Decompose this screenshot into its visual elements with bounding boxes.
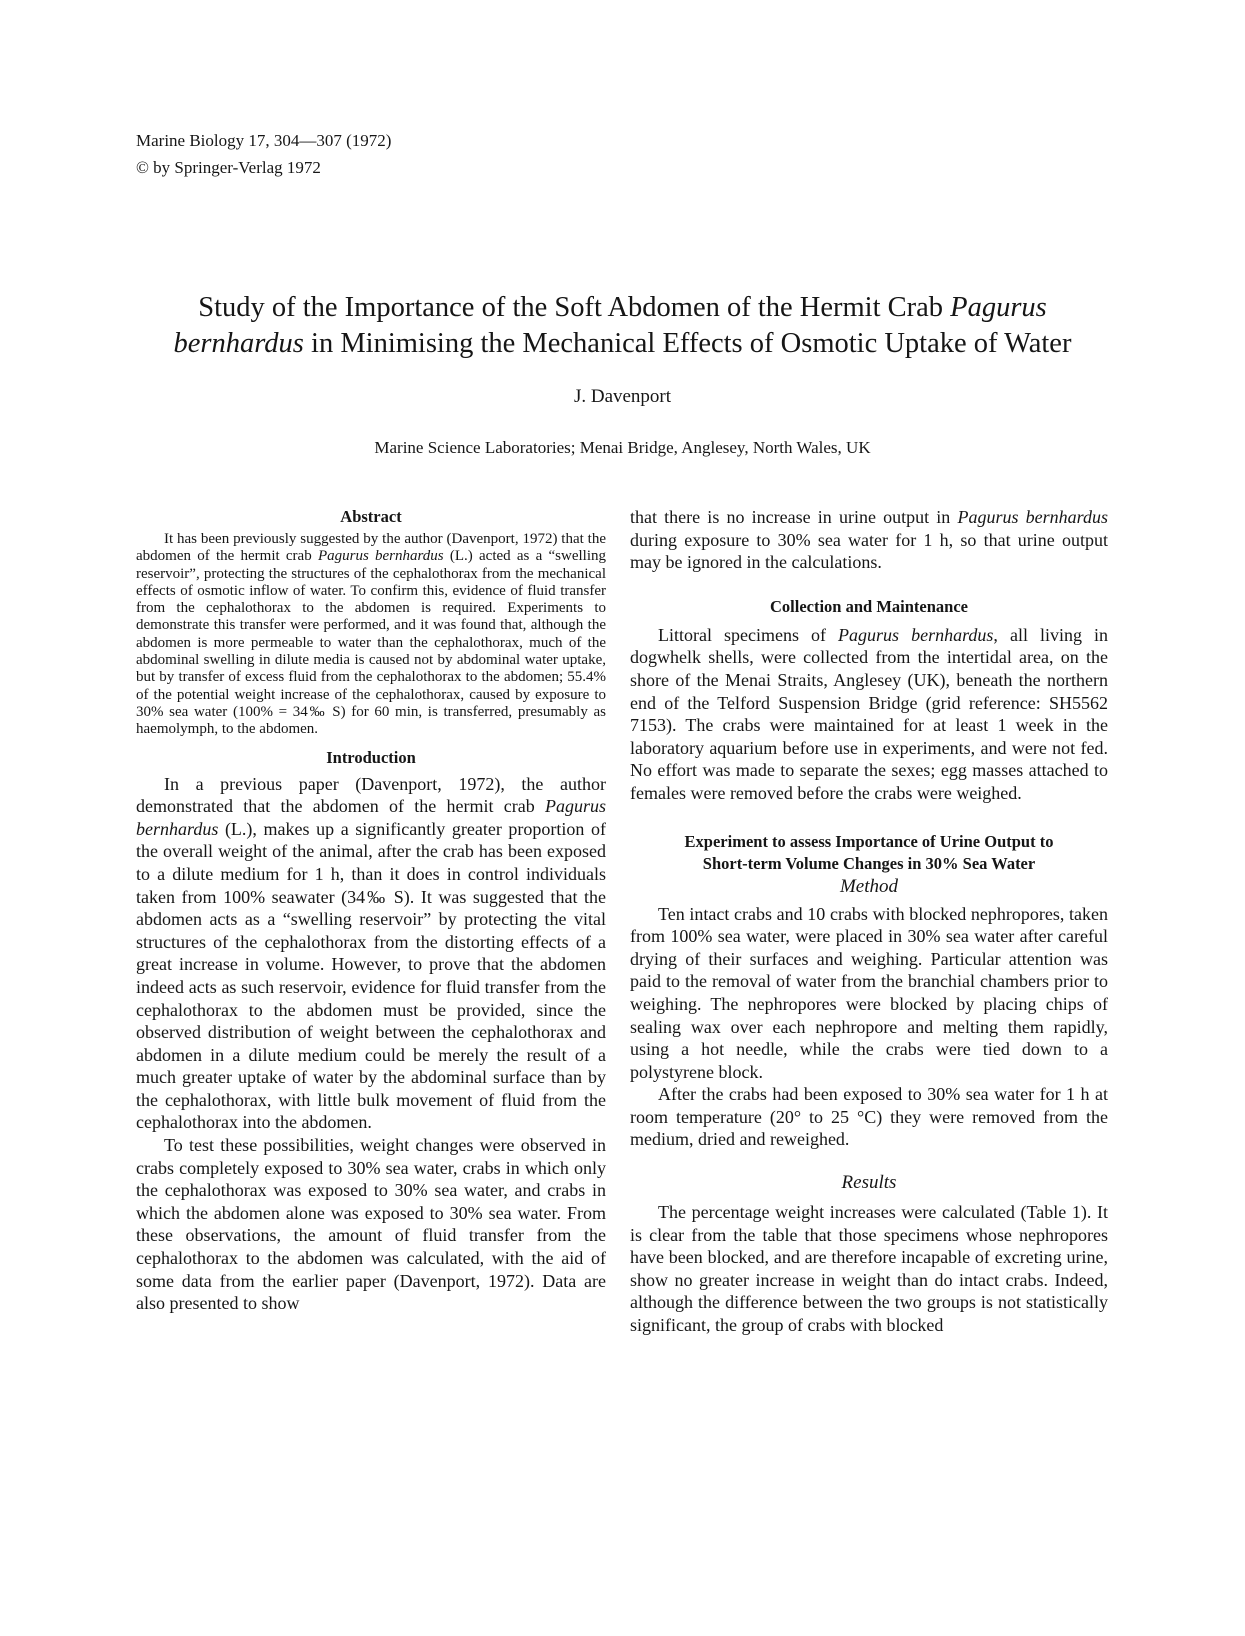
title-line-1: [140, 290, 1105, 326]
introduction-paragraph-1: [136, 773, 606, 1135]
intro-cont-text-2: during exposure to 30% sea water for 1 h, so that urine output may be ignored in the calculations.: [630, 529, 1108, 573]
introduction-paragraph-2: To test these possibilities, weight changes were observed in crabs completely exposed to 30% sea water, crabs in which only the cephalothorax was exposed to 30% sea water, and crabs in which the abdomen alone was exposed to 30% sea water. From these observations, the amount of fluid transfer from the cephalothorax to the abdomen was calculated, with the aid of some data from the earlier paper (Davenport, 1972). Data are also presented to show: [136, 1135, 606, 1314]
introduction-heading: Introduction: [326, 747, 416, 767]
method-heading: Method: [839, 875, 899, 897]
results-heading: Results: [841, 1172, 897, 1194]
title-line-2-species: bernhardus: [173, 328, 304, 359]
intro-p1-species: Pagurus bernhardus: [136, 796, 606, 839]
intro-cont-text-1: that there is no increase in urine output in: [630, 507, 958, 527]
results-paragraph: The percentage weight increases were calculated (Table 1). It is clear from the table that those specimens whose nephropores have been blocked, and are therefore incapable of excreting urine, show no greater increase in weight than do intact crabs. Indeed, although the difference between the two groups is not statistically significant, the group of crabs with blocked: [630, 1202, 1108, 1336]
title-line-1-species: Pagurus: [950, 292, 1047, 323]
left-column: [136, 506, 606, 1315]
abstract-species: Pagurus bernhardus: [317, 548, 444, 565]
author-affiliation: Marine Science Laboratories; Menai Bridge, Anglesey, North Wales, UK: [374, 438, 871, 457]
collection-text-1: Littoral specimens of: [658, 624, 839, 645]
right-column: [630, 506, 1108, 1337]
journal-citation: Marine Biology 17, 304—307 (1972): [136, 131, 392, 150]
collection-species: Pagurus bernhardus: [838, 624, 994, 645]
journal-header: [136, 127, 391, 181]
intro-p1-text-1: In a previous paper (Davenport, 1972), the author demonstrated that the abdomen of the hermit crab: [136, 773, 606, 817]
abstract-text-2: (L.) acted as a “swelling reservoir”, protecting the structures of the cephalothorax from the mechanical effects of osmotic inflow of water. To confirm this, evidence of fluid transfer from the cephalothorax to the abdomen is required. Experiments to demonstrate this transfer were performed, and it was found that, although the abdomen is more permeable to water than the cephalothorax, much of the abdominal swelling in dilute media is caused not by abdominal water uptake, but by transfer of excess fluid from the cephalothorax to the abdomen; 55.4% of the potential weight increase of the cephalothorax, caused by exposure to 30% sea water (100% = 34‰ S) for 60 min, is transferred, presumably as haemolymph, to the abdomen.: [136, 548, 606, 738]
collection-text-2: , all living in dogwhelk shells, were collected from the intertidal area, on the shore of the Menai Straits, Anglesey (UK), beneath the northern end of the Telford Suspension Bridge (grid reference: SH5562 7153). The crabs were maintained for at least 1 week in the laboratory aquarium before use in experiments, and were not fed. No effort was made to separate the sexes; egg masses attached to females were removed before the crabs were weighed.: [630, 624, 1108, 803]
abstract-text-1: It has been previously suggested by the author (Davenport, 1972) that the abdomen of the hermit crab: [136, 531, 606, 565]
title-line-2: [140, 326, 1105, 362]
method-paragraph-1: Ten intact crabs and 10 crabs with blocked nephropores, taken from 100% sea water, were placed in 30% sea water after careful drying of their surfaces and weighing. Particular attention was paid to the removal of water from the branchial chambers prior to weighing. The nephropores were blocked by placing chips of sealing wax over each nephropore and melting them rapidly, using a hot needle, while the crabs were tied down to a polystyrene block.: [630, 903, 1108, 1082]
title-line-1-text: Study of the Importance of the Soft Abdomen of the Hermit Crab: [198, 292, 951, 323]
intro-cont-species: Pagurus bernhardus: [957, 507, 1108, 527]
intro-p1-text-2: (L.), makes up a significantly greater proportion of the overall weight of the animal, after the crab has been exposed to a dilute medium for 1 h, than it does in control individuals taken from 100% seawater (34‰ S). It was suggested that the abdomen acts as a “swelling reservoir” by protecting the vital structures of the cephalothorax from the distorting effects of a great increase in volume. However, to prove that the abdomen indeed acts as such reservoir, evidence for fluid transfer from the cephalothorax to the abdomen must be provided, since the observed distribution of weight between the cephalothorax and abdomen in a dilute medium could be merely the result of a much greater uptake of water by the abdominal surface than by the cephalothorax, with little bulk movement of fluid from the cephalothorax into the abdomen.: [136, 818, 606, 1133]
collection-heading: Collection and Maintenance: [770, 596, 968, 616]
experiment-heading: [630, 831, 1108, 875]
method-paragraph-2: After the crabs had been exposed to 30% sea water for 1 h at room temperature (20° to 25 °C) they were removed from the medium, dried and reweighed.: [630, 1084, 1108, 1150]
paper-title: [140, 290, 1105, 362]
experiment-heading-line-2: Short-term Volume Changes in 30% Sea Water: [702, 853, 1036, 873]
collection-paragraph: [630, 624, 1108, 805]
copyright-notice: © by Springer-Verlag 1972: [136, 158, 321, 177]
experiment-heading-line-1: Experiment to assess Importance of Urine Output to: [684, 831, 1054, 851]
author-name: J. Davenport: [573, 386, 672, 407]
abstract-heading: Abstract: [340, 507, 402, 526]
introduction-continuation: [630, 506, 1108, 574]
title-line-2-text: in Minimising the Mechanical Effects of Osmotic Uptake of Water: [303, 328, 1072, 359]
abstract-paragraph: [136, 531, 606, 739]
